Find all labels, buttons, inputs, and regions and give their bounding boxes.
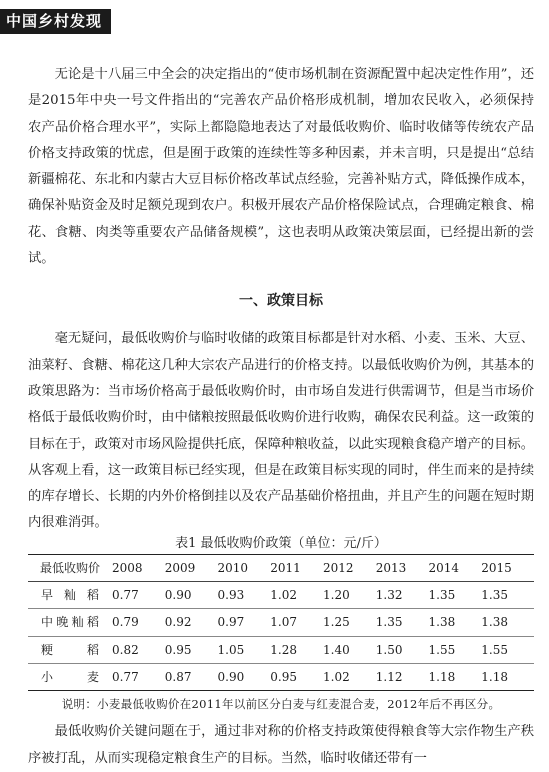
table-cell: 1.05	[217, 642, 245, 657]
table-cell: 1.07	[270, 615, 297, 630]
table-cell: 0.77	[112, 588, 139, 603]
table-cell: 1.50	[375, 642, 403, 657]
table-header-row	[28, 554, 534, 581]
table-cell: 0.77	[112, 669, 139, 684]
table-cell: 1.20	[323, 588, 350, 603]
table-cell: 1.25	[323, 615, 350, 630]
table-row	[28, 609, 534, 636]
paragraph-intro: 无论是十八届三中全会的决定指出的“使市场机制在资源配置中起决定性作用”，还是2015年中央一号文件指出的“完善农产品价格形成机制，增加农民收入，必须保持农产品价格合理水平”，实际上都隐隐地表达了对最低收购价、临时收储等传统农产品价格支持政策的忧虑，但是囿于政策的连续性等多种因素，并未言明，只是提出“总结新疆棉花、东北和内蒙古大豆目标价格改革试点经验，完善补贴方式，降低操作成本，确保补贴资金及时足额兑现到农户。积极开展农产品价格保险试点，合理确定粮食、棉花、食糖、肉类等重要农产品储备规模”，这也表明从政策决策层面，已经提出新的尝试。	[28, 67, 534, 267]
table-cell: 1.32	[375, 588, 403, 603]
table-header-year: 2014	[429, 554, 482, 581]
table-cell: 1.35	[375, 615, 403, 630]
table-cell: 1.38	[481, 615, 508, 630]
minimum-purchase-price-table	[28, 554, 534, 691]
table-caption: 表1 最低收购价政策（单位：元/斤）	[175, 535, 387, 551]
table-cell: 1.55	[428, 642, 456, 657]
table-cell: 1.18	[481, 669, 508, 684]
table-cell: 1.18	[428, 669, 456, 684]
paragraph-key-issue: 最低收购价关键问题在于，通过非对称的价格支持政策使得粮食等大宗作物生产秩序被打乱，从而实现稳定粮食生产的目标。当然，临时收储还带有一	[28, 724, 534, 766]
table-header-label: 最低收购价	[28, 554, 112, 581]
table-cell: 1.55	[481, 642, 508, 657]
table-row-label: 粳稻	[41, 642, 99, 657]
table-cell: 1.40	[323, 642, 350, 657]
table-cell: 0.97	[217, 615, 245, 630]
table-row-label: 小麦	[41, 669, 99, 684]
table-cell: 0.90	[217, 669, 245, 684]
section-header-label: 中国乡村发现	[0, 9, 111, 34]
table-cell: 1.12	[375, 669, 403, 684]
table-header-year: 2009	[165, 554, 218, 581]
table-cell: 0.92	[164, 615, 192, 630]
table-cell: 1.28	[270, 642, 297, 657]
table-cell: 0.79	[112, 615, 139, 630]
table-header-year: 2012	[323, 554, 376, 581]
table-row-label: 中晚籼稻	[41, 615, 99, 630]
table-row	[28, 663, 534, 690]
table-header-year: 2010	[218, 554, 271, 581]
table-cell: 0.93	[217, 588, 245, 603]
table-header-year: 2011	[270, 554, 323, 581]
table-cell: 1.38	[428, 615, 456, 630]
table-cell: 1.35	[481, 588, 508, 603]
table-cell: 1.02	[323, 669, 350, 684]
table-row-label: 早籼稻	[41, 588, 99, 603]
article-body	[28, 62, 534, 772]
table-row	[28, 582, 534, 609]
table-header-year: 2008	[112, 554, 165, 581]
table-cell: 0.87	[164, 669, 192, 684]
section-title: 一、政策目标	[239, 293, 323, 310]
table-cell: 1.02	[270, 588, 297, 603]
table-cell: 0.82	[112, 642, 139, 657]
table-header-year: 2013	[376, 554, 429, 581]
paragraph-policy-goal: 毫无疑问，最低收购价与临时收储的政策目标都是针对水稻、小麦、玉米、大豆、油菜籽、食糖、棉花这几种大宗农产品进行的价格支持。以最低收购价为例，其基本的政策思路为：当市场价格高于最低收购价时，由市场自发进行供需调节，但是当市场价格低于最低收购价时，由中储粮按照最低收购价进行收购，确保农民利益。这一政策的目标在于，政策对市场风险提供托底，保障种粮收益，以此实现粮食稳产增产的目标。从客观上看，这一政策目标已经实现，但是在政策目标实现的同时，伴生而来的是持续的库存增长、长期的内外价格倒挂以及农产品基础价格扭曲，并且产生的问题在短时期内很难消弭。	[28, 331, 534, 531]
table-cell: 0.90	[164, 588, 192, 603]
table-cell: 1.35	[428, 588, 456, 603]
table-cell: 0.95	[164, 642, 192, 657]
table-header-year: 2015	[481, 554, 534, 581]
table-note: 说明：小麦最低收购价在2011年以前区分白麦与红麦混合麦，2012年后不再区分。	[61, 697, 501, 712]
table-row	[28, 636, 534, 663]
table-cell: 0.95	[270, 669, 297, 684]
